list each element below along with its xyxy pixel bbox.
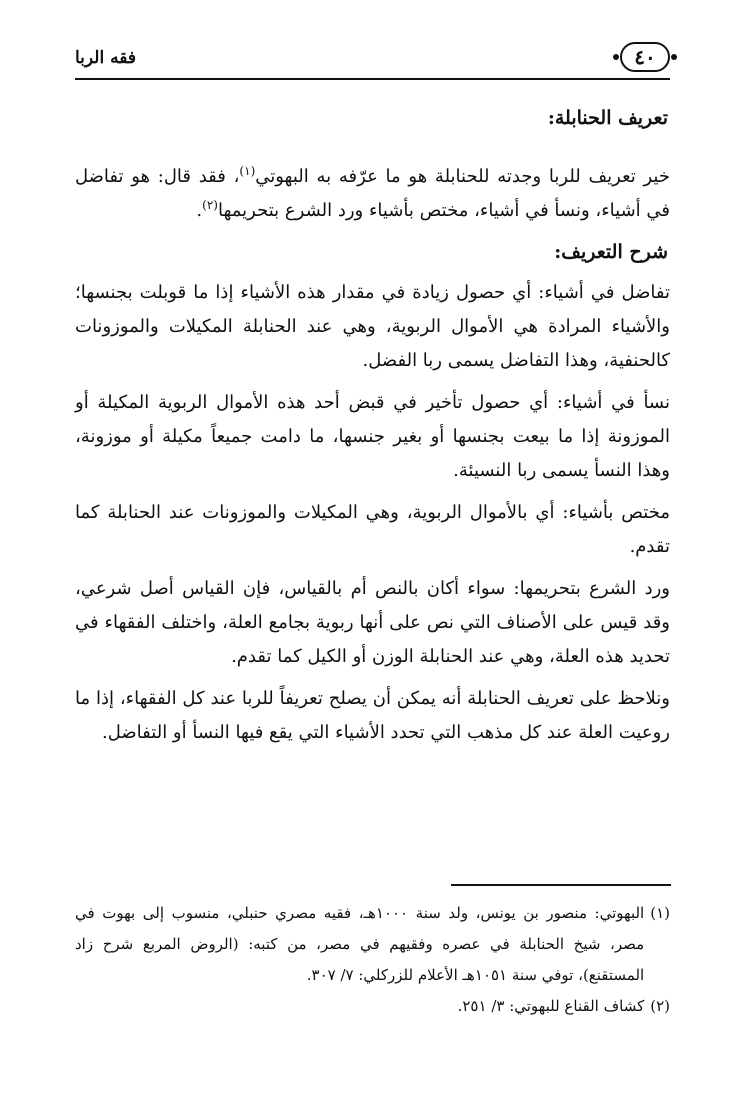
main-content — [75, 106, 670, 758]
footnotes — [75, 898, 670, 1022]
footnote-ref-2[interactable]: (٢) — [202, 198, 218, 212]
footnote-ref-1[interactable]: (١) — [239, 164, 256, 178]
intro-text-end: . — [196, 200, 203, 221]
footnote-text: كشاف القناع للبهوتي: ٣/ ٢٥١. — [457, 997, 645, 1015]
section-heading: تعريف الحنابلة: — [547, 107, 668, 129]
paragraph-note: ونلاحظ على تعريف الحنابلة أنه يمكن أن يصلح تعريفاً للربا عند كل الفقهاء، إذا ما روعيت العلة عند كل مذهب التي تحدد الأشياء التي يقع فيها النسأ أو التفاضل. — [75, 688, 670, 743]
paragraph-mukhtas: مختص بأشياء: أي بالأموال الربوية، وهي المكيلات والموزونات عند الحنابلة كما تقدم. — [75, 502, 670, 557]
paragraph-tafadul: تفاضل في أشياء: أي حصول زيادة في مقدار هذه الأشياء إذا ما قوبلت بجنسها؛ والأشياء المرادة هي الأموال الربوية، وهي عند الحنابلة المكيلات والموزونات كالحنفية، وهذا التفاضل يسمى ربا الفضل. — [75, 282, 670, 371]
intro-text-1: خير تعريف للربا وجدته للحنابلة هو ما عرّفه به البهوتي — [255, 166, 670, 187]
footnote-2 — [75, 991, 670, 1022]
explanation-heading: شرح التعريف: — [554, 241, 668, 263]
footnote-1 — [75, 898, 670, 991]
footnote-separator — [451, 884, 671, 886]
intro-paragraph — [75, 160, 670, 228]
paragraph-nasa: نسأ في أشياء: أي حصول تأخير في قبض أحد هذه الأموال الربوية المكيلة أو الموزونة إذا ما بيعت بجنسها أو بغير جنسها، ما دامت جميعاً مكيلة أو موزونة، وهذا النسأ يسمى ربا النسيئة. — [75, 392, 670, 481]
footnote-number: (١) — [650, 904, 670, 922]
running-header — [75, 38, 670, 80]
running-title: فقه الربا — [75, 48, 136, 68]
page-number: ٤٠ — [620, 42, 670, 72]
footnote-number: (٢) — [650, 997, 670, 1015]
paragraph-warad: ورد الشرع بتحريمها: سواء أكان بالنص أم بالقياس، فإن القياس أصل شرعي، وقد قيس على الأصناف التي نص على أنها ربوية بجامع العلة، واختلف الفقهاء في تحديد هذه العلة، وهي عند الحنابلة الوزن أو الكيل كما تقدم. — [75, 578, 670, 667]
intro-text-2: ، فقد قال: هو تفاضل في أشياء، ونسأ في أشياء، مختص بأشياء ورد الشرع بتحريمها — [75, 166, 670, 221]
footnote-text: البهوتي: منصور بن يونس، ولد سنة ١٠٠٠هـ، فقيه مصري حنبلي، منسوب إلى بهوت في مصر، شيخ الحنابلة في عصره وفقيهم في مصر، من كتبه: (الروض المربع شرح زاد المستقنع)، توفي سنة ١٠٥١هـ الأعلام للزركلي: ٧/ ٣٠٧. — [75, 904, 645, 984]
header-rule — [75, 78, 670, 80]
